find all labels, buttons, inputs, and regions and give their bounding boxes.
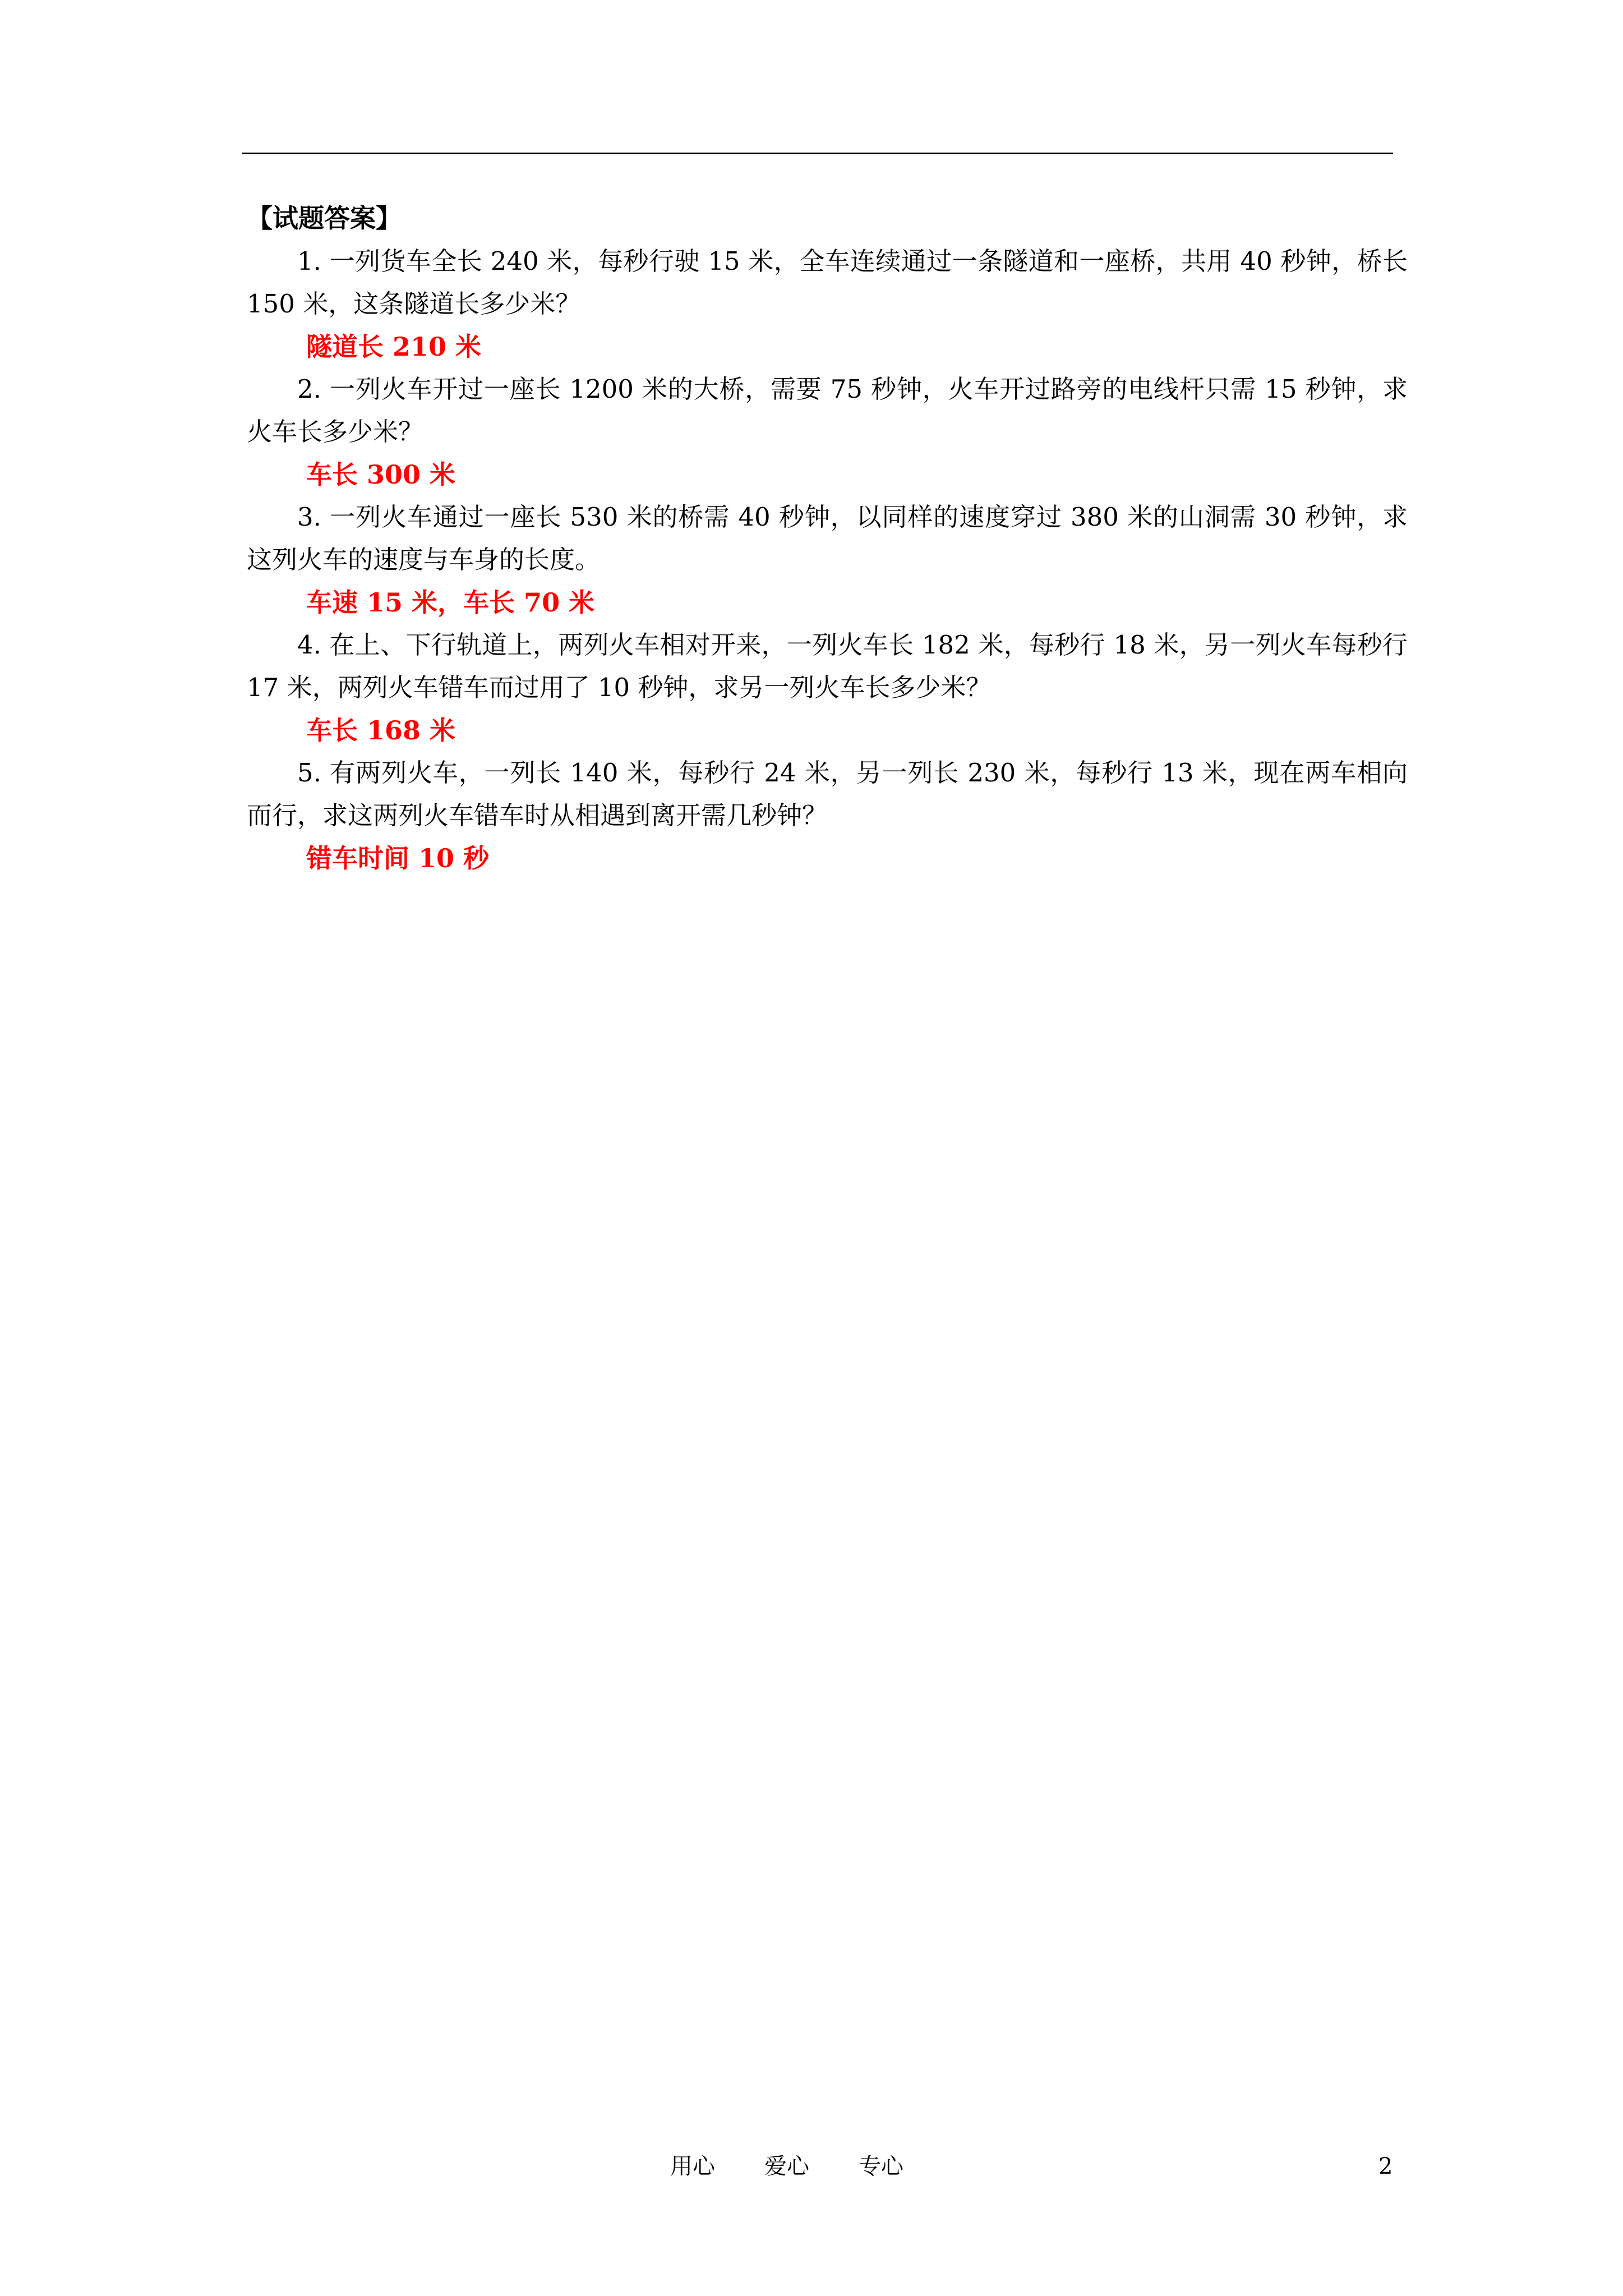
answer-2: 车长 300 米 [306,459,456,490]
answer-4: 车长 168 米 [306,715,456,746]
question-1: 1. 一列货车全长 240 米，每秒行驶 15 米，全车连续通过一条隧道和一座桥，共用 40 秒钟，桥长 150 米，这条隧道长多少米？ [247,246,1408,319]
question-5: 5. 有两列火车，一列长 140 米，每秒行 24 米，另一列长 230 米，每秒行 13 米，现在两车相向而行，求这两列火车错车时从相遇到离开需几秒钟？ [247,758,1408,830]
footer-motto-3: 专心 [859,2154,903,2179]
footer-motto-2: 爱心 [764,2154,809,2179]
page-footer [0,2150,1623,2183]
page-number: 2 [1378,2154,1393,2179]
question-3: 3. 一列火车通过一座长 530 米的桥需 40 秒钟，以同样的速度穿过 380 米的山洞需 30 秒钟，求这列火车的速度与车身的长度。 [247,502,1408,574]
answer-section [247,196,1408,880]
question-2: 2. 一列火车开过一座长 1200 米的大桥，需要 75 秒钟，火车开过路旁的电线杆只需 15 秒钟，求火车长多少米？ [247,374,1408,447]
header-rule [242,153,1393,154]
question-4: 4. 在上、下行轨道上，两列火车相对开来，一列火车长 182 米，每秒行 18 米，另一列火车每秒行 17 米，两列火车错车而过用了 10 秒钟，求另一列火车长多少米？ [247,630,1408,702]
footer-motto [670,2150,903,2183]
section-title: 【试题答案】 [247,203,402,233]
answer-5: 错车时间 10 秒 [306,843,490,873]
answer-1: 隧道长 210 米 [306,332,482,362]
footer-motto-1: 用心 [670,2154,715,2179]
answer-3: 车速 15 米，车长 70 米 [306,587,595,618]
